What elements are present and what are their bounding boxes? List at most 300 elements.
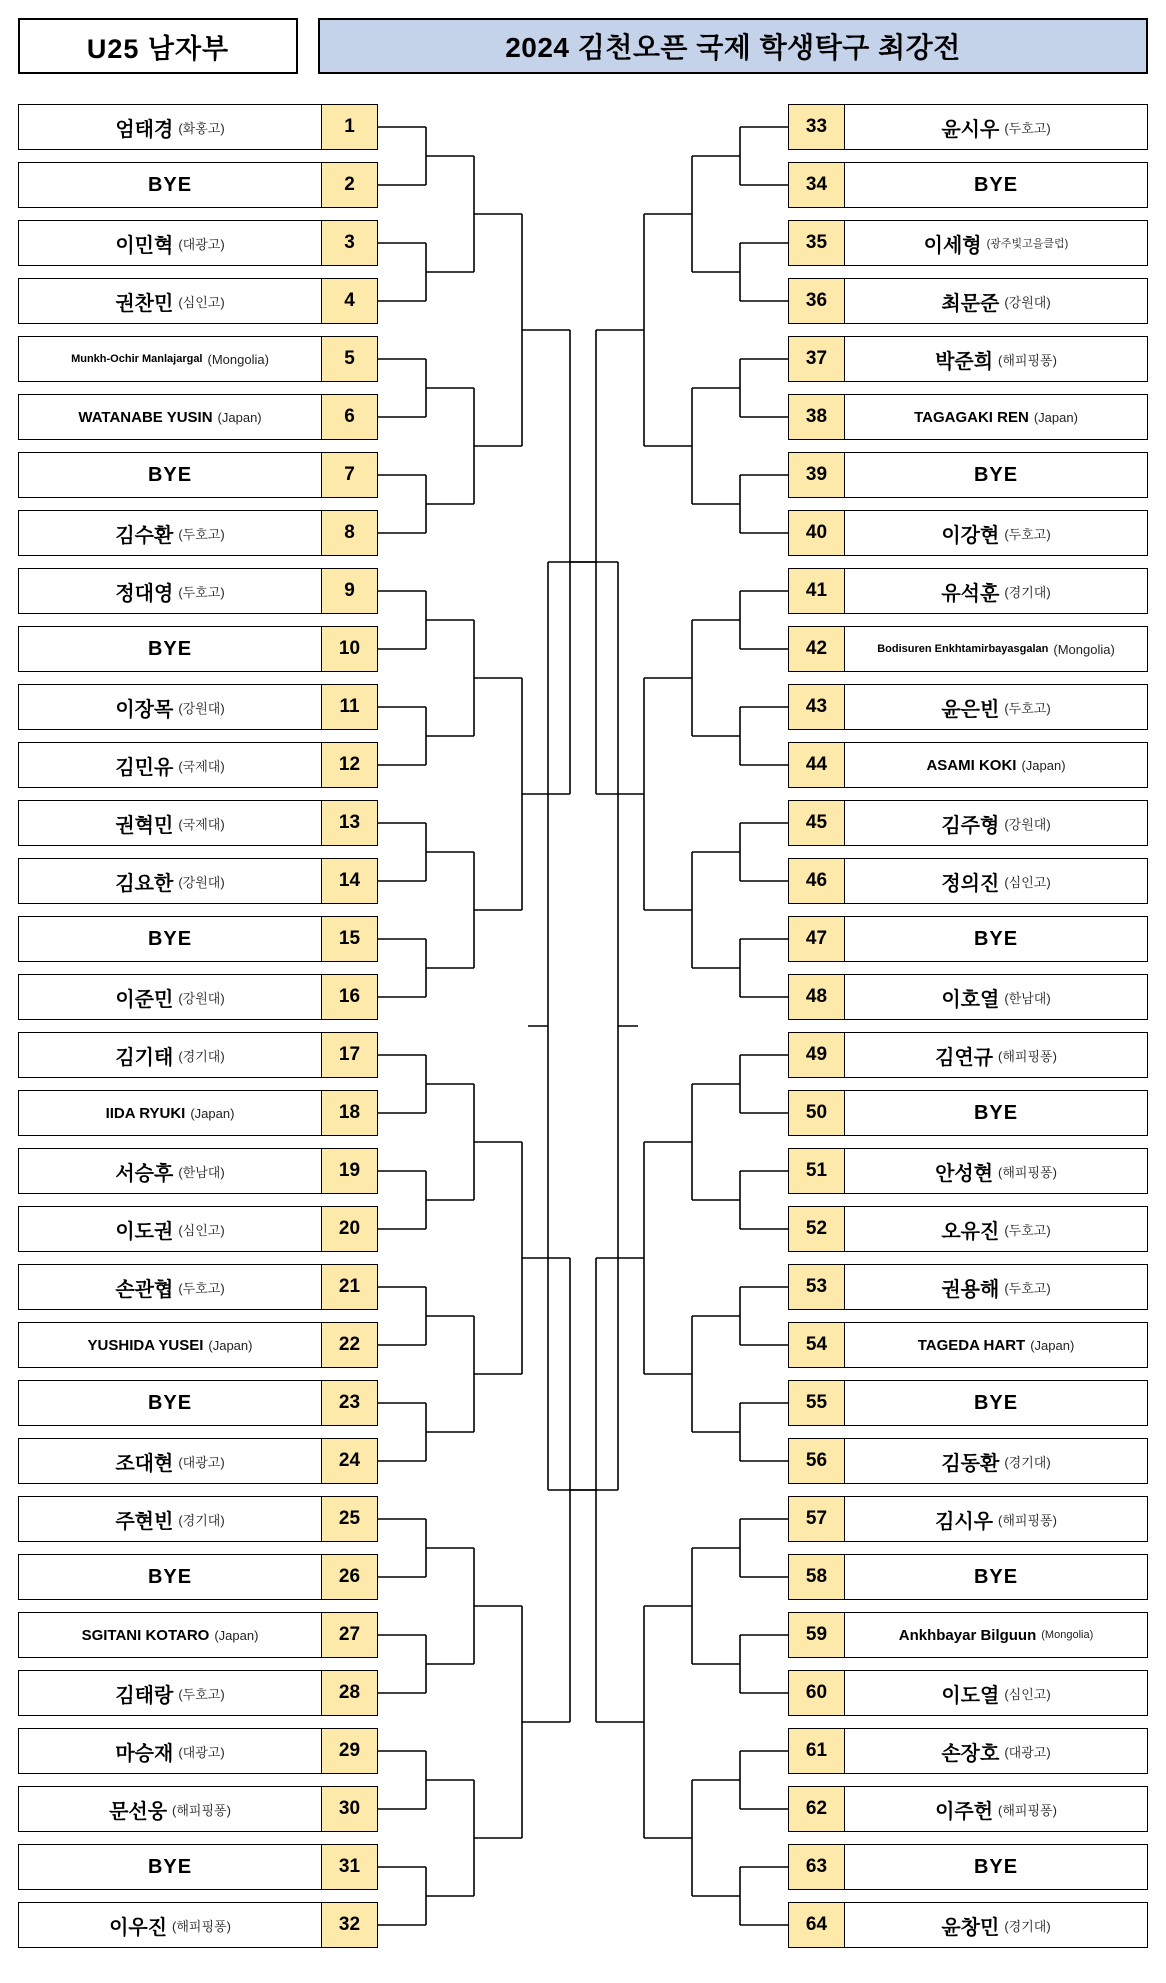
player-name: 마승재 [115,1742,174,1765]
player-affiliation: (경기대) [178,1048,225,1064]
seed-number: 6 [322,394,378,440]
player-cell [844,336,1148,382]
player-cell [844,1554,1148,1600]
player-cell [844,1844,1148,1890]
player-cell [18,1554,322,1600]
seed-number: 38 [788,394,844,440]
bracket-row [788,684,1148,730]
player-cell [18,974,322,1020]
bracket-row [788,626,1148,672]
seed-number: 15 [322,916,378,962]
player-cell [18,452,322,498]
seed-number: 40 [788,510,844,556]
player-affiliation: (해피핑퐁) [998,1164,1057,1180]
player-cell [18,916,322,962]
seed-number: 39 [788,452,844,498]
player-cell [18,510,322,556]
right-half-players [788,104,1148,1948]
bracket-row [788,1438,1148,1484]
player-cell [18,1148,322,1194]
player-cell [18,220,322,266]
player-name: 김주형 [941,814,1000,837]
bracket-row [788,1554,1148,1600]
player-cell [18,162,322,208]
player-affiliation: (화홍고) [178,120,225,136]
player-cell [844,1322,1148,1368]
bracket-row [18,1496,378,1542]
seed-number: 13 [322,800,378,846]
player-cell [18,1496,322,1542]
player-cell [844,858,1148,904]
player-cell [844,1206,1148,1252]
player-name: IIDA RYUKI [105,1104,186,1122]
seed-number: 56 [788,1438,844,1484]
seed-number: 4 [322,278,378,324]
player-cell [18,1090,322,1136]
seed-number: 54 [788,1322,844,1368]
player-cell [18,394,322,440]
seed-number: 5 [322,336,378,382]
player-cell [844,510,1148,556]
bracket-row [788,1090,1148,1136]
player-affiliation: (강원대) [1004,816,1051,832]
player-affiliation: (두호고) [178,1280,225,1296]
seed-number: 48 [788,974,844,1020]
player-name: BYE [147,927,193,950]
bracket-row [18,568,378,614]
player-cell [844,1380,1148,1426]
player-name: 이장목 [115,698,174,721]
player-affiliation: (국제대) [178,816,225,832]
player-name: 권찬민 [115,292,174,315]
player-cell [844,220,1148,266]
player-name: 손관협 [115,1278,174,1301]
player-name: 오유진 [941,1220,1000,1243]
bracket-row [18,1844,378,1890]
player-affiliation: (경기대) [1004,1454,1051,1470]
bracket-row [18,1438,378,1484]
player-name: 문선웅 [109,1800,168,1823]
bracket-row [18,162,378,208]
player-name: 이세형 [923,234,982,257]
player-name: 이호열 [941,988,1000,1011]
seed-number: 29 [322,1728,378,1774]
player-name: 조대현 [115,1452,174,1475]
bracket-row [18,220,378,266]
bracket-row [788,742,1148,788]
player-name: 정의진 [941,872,1000,895]
player-affiliation: (강원대) [1004,294,1051,310]
player-cell [18,1264,322,1310]
player-cell [844,1496,1148,1542]
seed-number: 12 [322,742,378,788]
player-name: 박준희 [935,350,994,373]
player-name: Bodisuren Enkhtamirbayasgalan [877,643,1049,655]
player-affiliation: (경기대) [1004,1918,1051,1934]
bracket-row [18,1380,378,1426]
player-name: WATANABE YUSIN [78,408,213,426]
player-cell [18,1844,322,1890]
bracket-row [788,1496,1148,1542]
player-name: BYE [973,463,1019,486]
seed-number: 37 [788,336,844,382]
player-name: 이우진 [109,1916,168,1939]
player-affiliation: (한남대) [1004,990,1051,1006]
player-name: 김기태 [115,1046,174,1069]
bracket-row [788,1612,1148,1658]
player-cell [844,452,1148,498]
player-affiliation: (Mongolia) [1053,641,1115,657]
page-header [18,18,1148,74]
player-affiliation: (심인고) [1004,1686,1051,1702]
player-affiliation: (두호고) [1004,1280,1051,1296]
seed-number: 19 [322,1148,378,1194]
bracket-row [18,800,378,846]
player-name: 윤시우 [941,118,1000,141]
seed-number: 20 [322,1206,378,1252]
bracket-row [18,1554,378,1600]
player-name: TAGAGAKI REN [914,408,1029,426]
player-affiliation: (심인고) [1004,874,1051,890]
player-affiliation: (광주빛고을클럽) [986,238,1069,250]
player-name: BYE [147,1565,193,1588]
seed-number: 17 [322,1032,378,1078]
player-cell [844,1090,1148,1136]
seed-number: 31 [322,1844,378,1890]
player-cell [18,1786,322,1832]
player-affiliation: (두호고) [1004,700,1051,716]
bracket-row [18,1612,378,1658]
player-name: YUSHIDA YUSEI [87,1336,204,1354]
bracket-row [18,1206,378,1252]
player-cell [18,1612,322,1658]
bracket-row [18,1090,378,1136]
bracket-row [18,452,378,498]
player-affiliation: (Japan) [1030,1337,1075,1353]
player-cell [18,1380,322,1426]
player-cell [844,1728,1148,1774]
player-name: BYE [973,1101,1019,1124]
seed-number: 3 [322,220,378,266]
player-affiliation: (해피핑퐁) [998,1048,1057,1064]
player-affiliation: (강원대) [178,874,225,890]
player-cell [844,684,1148,730]
player-affiliation: (Mongolia) [207,351,269,367]
player-name: BYE [147,463,193,486]
seed-number: 57 [788,1496,844,1542]
seed-number: 25 [322,1496,378,1542]
seed-number: 30 [322,1786,378,1832]
player-name: 이주헌 [935,1800,994,1823]
player-cell [18,278,322,324]
player-name: BYE [973,1391,1019,1414]
player-affiliation: (Japan) [214,1627,259,1643]
player-name: BYE [147,173,193,196]
player-affiliation: (대광고) [178,236,225,252]
bracket-row [788,800,1148,846]
player-affiliation: (해피핑퐁) [172,1802,231,1818]
seed-number: 24 [322,1438,378,1484]
player-cell [844,974,1148,1020]
player-name: 손장호 [941,1742,1000,1765]
bracket-row [18,1728,378,1774]
seed-number: 7 [322,452,378,498]
player-name: 주현빈 [115,1510,174,1533]
seed-number: 52 [788,1206,844,1252]
seed-number: 45 [788,800,844,846]
player-name: 정대영 [115,582,174,605]
player-name: 이준민 [115,988,174,1011]
player-name: 김연규 [935,1046,994,1069]
player-name: 이강현 [941,524,1000,547]
seed-number: 58 [788,1554,844,1600]
seed-number: 64 [788,1902,844,1948]
player-affiliation: (해피핑퐁) [998,1512,1057,1528]
bracket-row [18,394,378,440]
seed-number: 46 [788,858,844,904]
player-name: BYE [147,637,193,660]
player-affiliation: (심인고) [178,294,225,310]
player-cell [18,684,322,730]
bracket-body [0,104,1166,1974]
player-cell [18,104,322,150]
page-title: 2024 김천오픈 국제 학생탁구 최강전 [318,18,1148,74]
player-cell [844,1438,1148,1484]
player-cell [18,1206,322,1252]
player-affiliation: (대광고) [178,1454,225,1470]
seed-number: 44 [788,742,844,788]
bracket-row [18,510,378,556]
header-spacer [298,18,318,74]
player-name: 김태랑 [115,1684,174,1707]
seed-number: 35 [788,220,844,266]
bracket-row [788,916,1148,962]
seed-number: 59 [788,1612,844,1658]
left-half-players [18,104,378,1948]
seed-number: 32 [322,1902,378,1948]
player-name: Ankhbayar Bilguun [898,1626,1037,1644]
player-affiliation: (대광고) [178,1744,225,1760]
player-name: 유석훈 [941,582,1000,605]
seed-number: 11 [322,684,378,730]
player-name: 안성현 [935,1162,994,1185]
bracket-row [18,104,378,150]
seed-number: 21 [322,1264,378,1310]
seed-number: 53 [788,1264,844,1310]
bracket-row [18,684,378,730]
bracket-row [18,974,378,1020]
player-cell [844,568,1148,614]
seed-number: 9 [322,568,378,614]
seed-number: 42 [788,626,844,672]
seed-number: 43 [788,684,844,730]
seed-number: 36 [788,278,844,324]
player-name: 권용해 [941,1278,1000,1301]
bracket-row [788,278,1148,324]
bracket-row [18,1786,378,1832]
player-cell [844,162,1148,208]
bracket-row [788,1264,1148,1310]
bracket-row [788,394,1148,440]
player-cell [18,626,322,672]
bracket-row [18,858,378,904]
seed-number: 2 [322,162,378,208]
player-cell [18,568,322,614]
player-affiliation: (두호고) [178,1686,225,1702]
player-cell [844,916,1148,962]
bracket-row [18,1670,378,1716]
player-affiliation: (두호고) [1004,120,1051,136]
bracket-row [788,1786,1148,1832]
seed-number: 16 [322,974,378,1020]
seed-number: 61 [788,1728,844,1774]
player-cell [18,1438,322,1484]
bracket-row [788,568,1148,614]
seed-number: 41 [788,568,844,614]
player-name: BYE [147,1855,193,1878]
player-affiliation: (국제대) [178,758,225,774]
bracket-row [788,1380,1148,1426]
player-name: 김수환 [115,524,174,547]
player-cell [844,626,1148,672]
seed-number: 28 [322,1670,378,1716]
player-cell [18,1670,322,1716]
bracket-row [788,104,1148,150]
seed-number: 22 [322,1322,378,1368]
player-name: 김요한 [115,872,174,895]
seed-number: 8 [322,510,378,556]
bracket-row [18,1264,378,1310]
seed-number: 14 [322,858,378,904]
player-affiliation: (경기대) [1004,584,1051,600]
player-name: BYE [147,1391,193,1414]
player-affiliation: (해피핑퐁) [172,1918,231,1934]
player-name: 김민유 [115,756,174,779]
player-affiliation: (심인고) [178,1222,225,1238]
player-cell [18,858,322,904]
bracket-row [18,336,378,382]
player-cell [844,1148,1148,1194]
bracket-row [788,1206,1148,1252]
player-affiliation: (해피핑퐁) [998,1802,1057,1818]
seed-number: 55 [788,1380,844,1426]
player-cell [18,742,322,788]
player-affiliation: (강원대) [178,700,225,716]
player-affiliation: (Japan) [190,1105,235,1121]
player-name: BYE [973,1855,1019,1878]
player-cell [844,104,1148,150]
bracket-row [788,1148,1148,1194]
category-label: U25 남자부 [18,18,298,74]
player-affiliation: (Japan) [217,409,262,425]
seed-number: 26 [322,1554,378,1600]
seed-number: 63 [788,1844,844,1890]
player-name: 김동환 [941,1452,1000,1475]
player-cell [844,800,1148,846]
player-name: 이도권 [115,1220,174,1243]
player-affiliation: (Japan) [208,1337,253,1353]
player-name: ASAMI KOKI [926,756,1017,774]
player-affiliation: (대광고) [1004,1744,1051,1760]
bracket-row [18,1322,378,1368]
bracket-row [788,220,1148,266]
player-name: 이민혁 [115,234,174,257]
player-affiliation: (한남대) [178,1164,225,1180]
seed-number: 27 [322,1612,378,1658]
bracket-row [788,1728,1148,1774]
player-name: BYE [973,1565,1019,1588]
seed-number: 10 [322,626,378,672]
player-affiliation: (두호고) [178,584,225,600]
bracket-row [18,1902,378,1948]
player-affiliation: (강원대) [178,990,225,1006]
bracket-row [18,1032,378,1078]
player-cell [844,1612,1148,1658]
seed-number: 18 [322,1090,378,1136]
player-affiliation: (Japan) [1021,757,1066,773]
player-name: Munkh-Ochir Manlajargal [71,353,203,365]
player-cell [18,1902,322,1948]
player-affiliation: (두호고) [1004,526,1051,542]
seed-number: 51 [788,1148,844,1194]
player-affiliation: (두호고) [1004,1222,1051,1238]
player-affiliation: (경기대) [178,1512,225,1528]
player-cell [844,1786,1148,1832]
bracket-row [788,974,1148,1020]
player-name: 서승후 [115,1162,174,1185]
player-cell [844,1032,1148,1078]
player-name: 윤은빈 [941,698,1000,721]
bracket-row [788,510,1148,556]
player-cell [18,1728,322,1774]
player-cell [844,278,1148,324]
bracket-row [788,1902,1148,1948]
seed-number: 33 [788,104,844,150]
bracket-row [788,1322,1148,1368]
bracket-row [788,1670,1148,1716]
bracket-row [18,1148,378,1194]
bracket-row [18,916,378,962]
bracket-row [788,1844,1148,1890]
player-cell [844,742,1148,788]
player-cell [18,800,322,846]
player-affiliation: (해피핑퐁) [998,352,1057,368]
player-name: TAGEDA HART [917,1336,1026,1354]
seed-number: 34 [788,162,844,208]
player-name: BYE [973,173,1019,196]
player-name: 엄태경 [115,118,174,141]
player-affiliation: (Mongolia) [1041,1629,1094,1641]
player-name: SGITANI KOTARO [81,1626,210,1644]
seed-number: 23 [322,1380,378,1426]
player-affiliation: (Japan) [1033,409,1078,425]
seed-number: 60 [788,1670,844,1716]
player-cell [844,1902,1148,1948]
player-cell [844,1670,1148,1716]
player-cell [18,1032,322,1078]
seed-number: 62 [788,1786,844,1832]
bracket-row [18,626,378,672]
player-cell [18,1322,322,1368]
player-affiliation: (두호고) [178,526,225,542]
bracket-row [788,452,1148,498]
player-name: 윤창민 [941,1916,1000,1939]
bracket-row [788,336,1148,382]
player-name: BYE [973,927,1019,950]
player-name: 이도열 [941,1684,1000,1707]
bracket-row [788,858,1148,904]
player-name: 최문준 [941,292,1000,315]
